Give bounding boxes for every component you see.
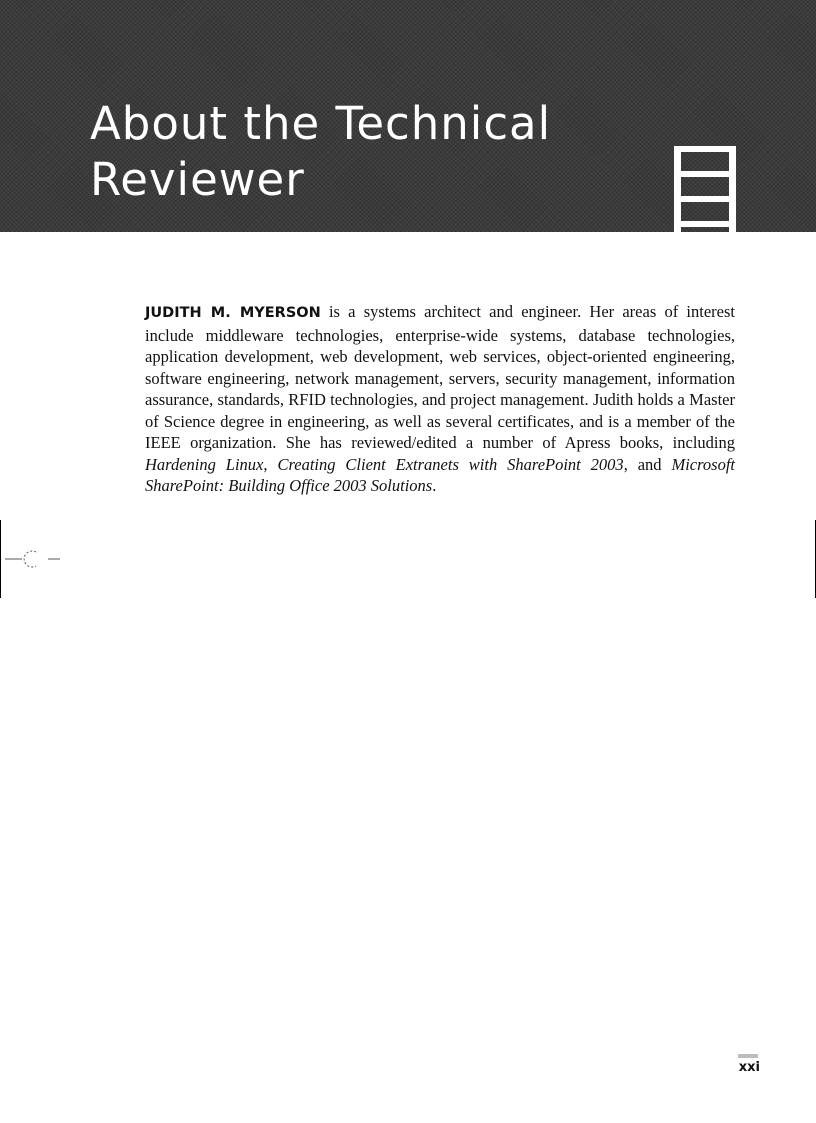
bio-separator: , [263, 454, 278, 474]
chapter-header-band [0, 0, 816, 232]
book-title: Hardening Linux [145, 454, 264, 474]
page-number-rule [738, 1054, 758, 1058]
bio-text: is a systems architect and engineer. Her areas of interest include middleware technologies, enterprise-wide systems, database technologies, application development, web development, web services, object-oriented engineering, software engineering, network management, servers, security management, information assurance, standards, RFID technologies, and project management. Judith holds a Master of Science degree in engineering, as well as several certificates, and is a member of the IEEE organization. She has reviewed/edited a number of Apress books, including [145, 302, 735, 452]
bio-end: . [432, 476, 437, 495]
bio-separator: , and [623, 454, 672, 474]
ladder-icon [674, 146, 736, 232]
chapter-title: About the Technical Reviewer [90, 97, 552, 206]
book-title: Microsoft SharePoint: Building Office 2003 Solutions [145, 454, 736, 495]
reviewer-bio [145, 301, 735, 497]
crop-mark-icon [0, 548, 62, 570]
page-number: xxi [738, 1060, 760, 1075]
reviewer-name: JUDITH M. MYERSON [145, 305, 321, 321]
book-title: Creating Client Extranets with SharePoint 2003 [277, 454, 624, 474]
